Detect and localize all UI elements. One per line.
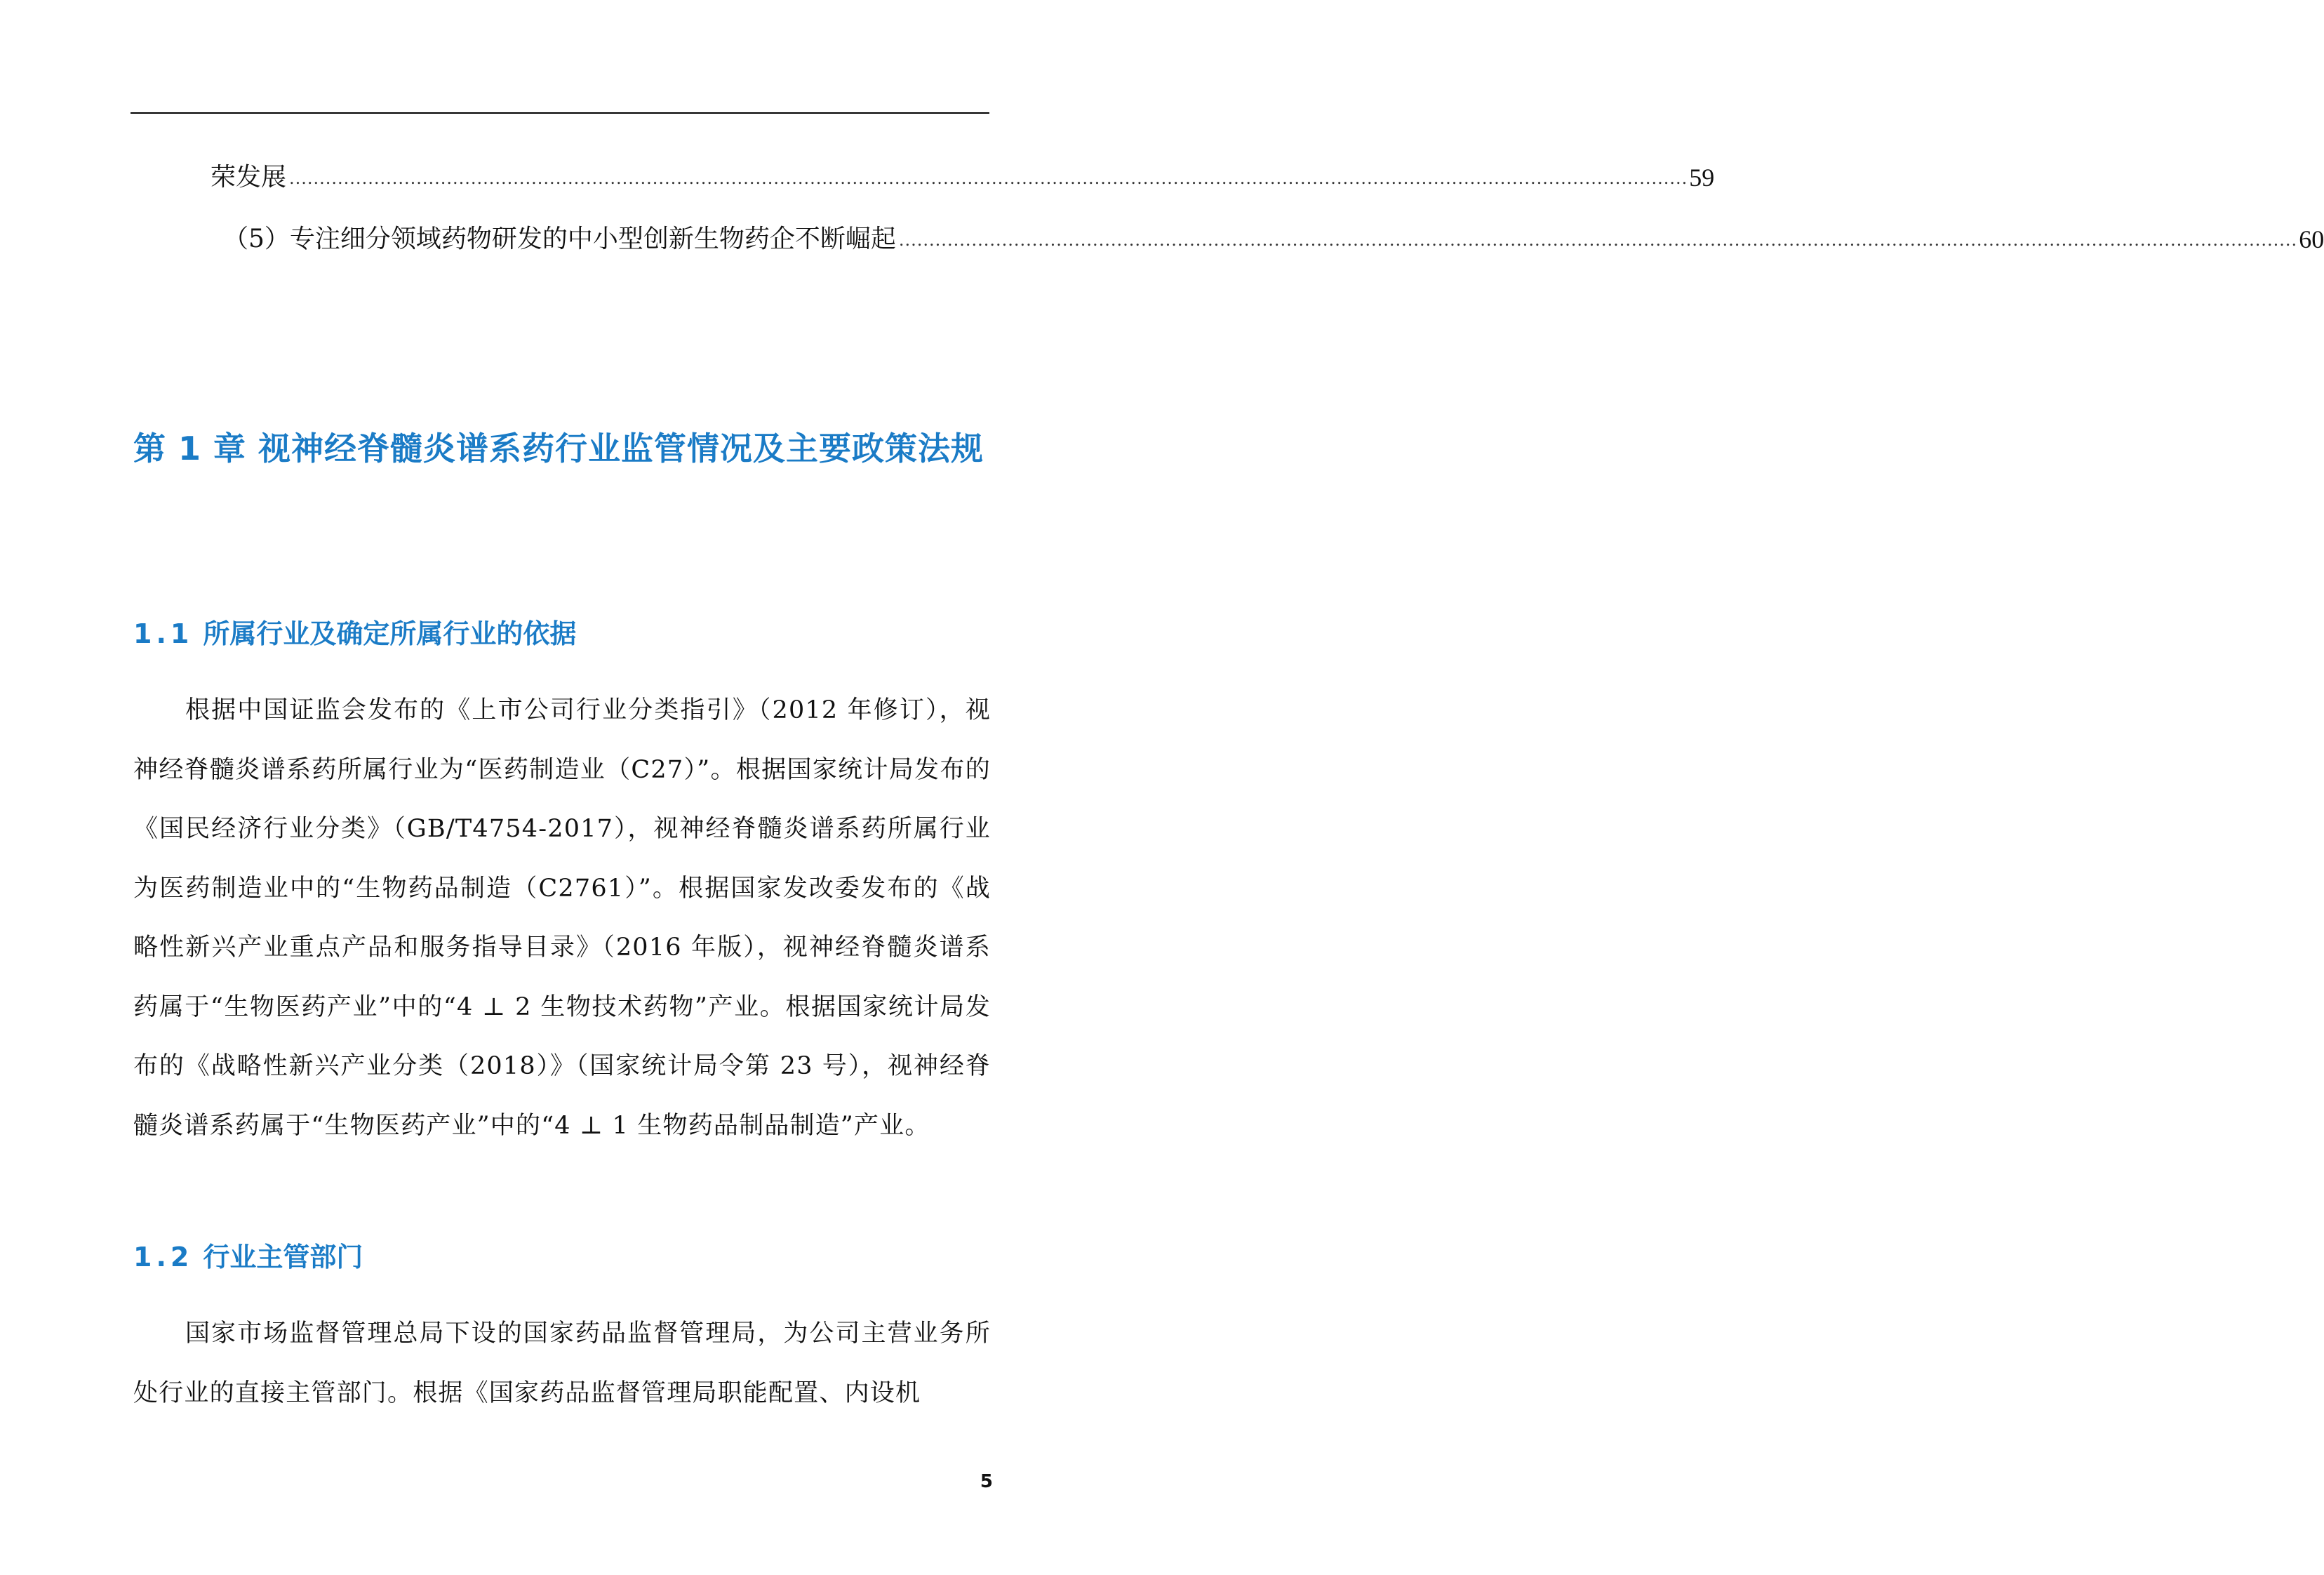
section-heading <box>133 614 975 653</box>
toc-entry-text: （5）专注细分领域药物研发的中小型创新生物药企不断崛起 <box>223 225 896 253</box>
header-rule <box>131 112 989 114</box>
body-paragraph: 根据中国证监会发布的《上市公司行业分类指引》（2012 年修订），视神经脊髓炎谱系药所属行业为“医药制造业（C27）”。根据国家统计局发布的《国民经济行业分类》（GB/T4754-2017），视神经脊髓炎谱系药所属行业为医药制造业中的“生物药品制造（C2761）”。根据国家发改委发布的《战略性新兴产业重点产品和服务指导目录》（2016 年版），视神经脊髓炎谱系药属于“生物医药产业”中的“4 ⊥ 2 生物技术药物”产业。根据国家统计局发布的《战略性新兴产业分类（2018）》（国家统计局令第 23 号），视神经脊髓炎谱系药属于“生物医药产业”中的“4 ⊥ 1 生物药品制品制造”产业。 <box>133 696 991 1140</box>
page-number: 5 <box>980 1471 993 1492</box>
body-paragraph: 国家市场监督管理总局下设的国家药品监督管理局，为公司主营业务所处行业的直接主管部门。根据《国家药品监督管理局职能配置、内设机 <box>133 1320 991 1407</box>
toc-entry-page: 60 <box>2299 225 2324 253</box>
toc-leader-dots: ....................................................................................................................................................................................................................................... <box>289 168 1688 188</box>
chapter-title: 第 1 章 视神经脊髓炎谱系药行业监管情况及主要政策法规 <box>133 430 984 467</box>
section-number: 1.1 <box>133 618 194 649</box>
toc-entry[interactable] <box>211 160 1715 195</box>
section-heading <box>133 1237 975 1277</box>
toc-leader-dots: ....................................................................................................................................................................................................................................... <box>898 230 2298 250</box>
section-number: 1.2 <box>133 1242 194 1272</box>
section-title-text: 行业主管部门 <box>203 1242 363 1272</box>
section-title-text: 所属行业及确定所属行业的依据 <box>203 618 577 649</box>
toc-entry[interactable] <box>223 222 2324 257</box>
toc-entry-page: 59 <box>1689 164 1715 192</box>
toc-entry-text: 荣发展 <box>211 163 287 192</box>
